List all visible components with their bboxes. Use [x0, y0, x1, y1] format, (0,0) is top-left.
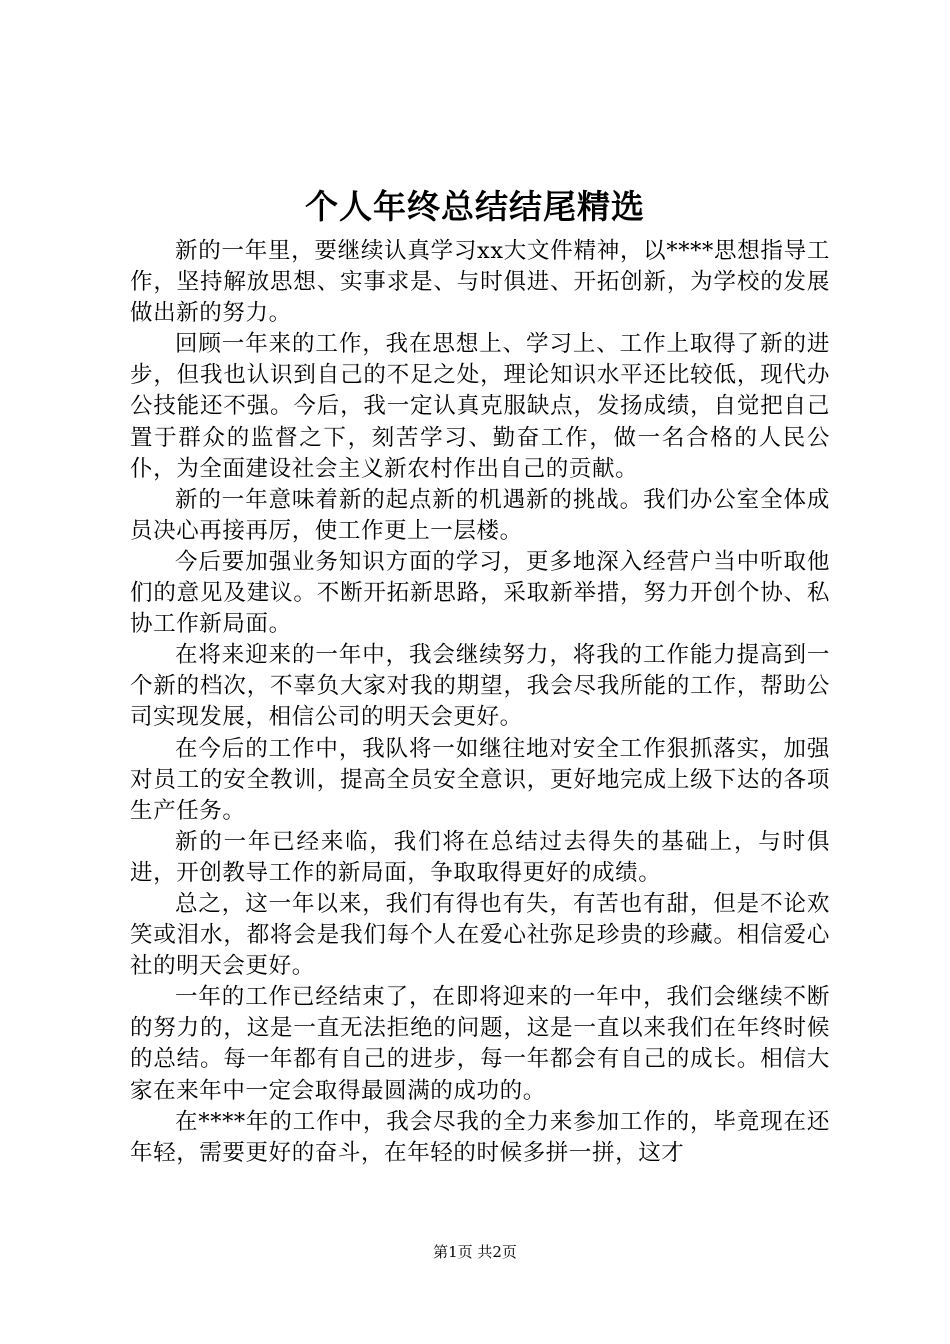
document-body	[130, 236, 830, 1169]
page-footer: 第1页 共2页	[433, 1243, 517, 1261]
paragraph: 在今后的工作中，我队将一如继往地对安全工作狠抓落实，加强对员工的安全教训，提高全员安全意识，更好地完成上级下达的各项生产任务。	[130, 735, 830, 824]
paragraph: 总之，这一年以来，我们有得也有失，有苦也有甜，但是不论欢笑或泪水，都将会是我们每个人在爱心社弥足珍贵的珍藏。相信爱心社的明天会更好。	[130, 890, 830, 980]
paragraph: 新的一年里，要继续认真学习xx大文件精神，以****思想指导工作，坚持解放思想、实事求是、与时俱进、开拓创新，为学校的发展做出新的努力。	[130, 238, 830, 327]
paragraph: 在将来迎来的一年中，我会继续努力，将我的工作能力提高到一个新的档次，不辜负大家对我的期望，我会尽我所能的工作，帮助公司实现发展，相信公司的明天会更好。	[130, 642, 830, 731]
paragraph: 在****年的工作中，我会尽我的全力来参加工作的，毕竟现在还年轻，需要更好的奋斗，在年轻的时候多拼一拼，这才	[130, 1108, 830, 1166]
paragraph: 新的一年意味着新的起点新的机遇新的挑战。我们办公室全体成员决心再接再厉，使工作更上一层楼。	[130, 486, 830, 544]
paragraph: 今后要加强业务知识方面的学习，更多地深入经营户当中听取他们的意见及建议。不断开拓新思路，采取新举措，努力开创个协、私协工作新局面。	[130, 548, 830, 638]
paragraph: 一年的工作已经结束了，在即将迎来的一年中，我们会继续不断的努力的，这是一直无法拒绝的问题，这是一直以来我们在年终时候的总结。每一年都有自己的进步，每一年都会有自己的成长。相信大家在来年中一定会取得最圆满的成功的。	[130, 984, 830, 1104]
document-title: 个人年终总结结尾精选	[305, 187, 645, 226]
paragraph: 回顾一年来的工作，我在思想上、学习上、工作上取得了新的进步，但我也认识到自己的不足之处，理论知识水平还比较低，现代办公技能还不强。今后，我一定认真克服缺点，发扬成绩，自觉把自己置于群众的监督之下，刻苦学习、勤奋工作，做一名合格的人民公仆，为全面建设社会主义新农村作出自己的贡献。	[130, 331, 830, 482]
paragraph: 新的一年已经来临，我们将在总结过去得失的基础上，与时俱进，开创教导工作的新局面，争取取得更好的成绩。	[130, 828, 830, 886]
